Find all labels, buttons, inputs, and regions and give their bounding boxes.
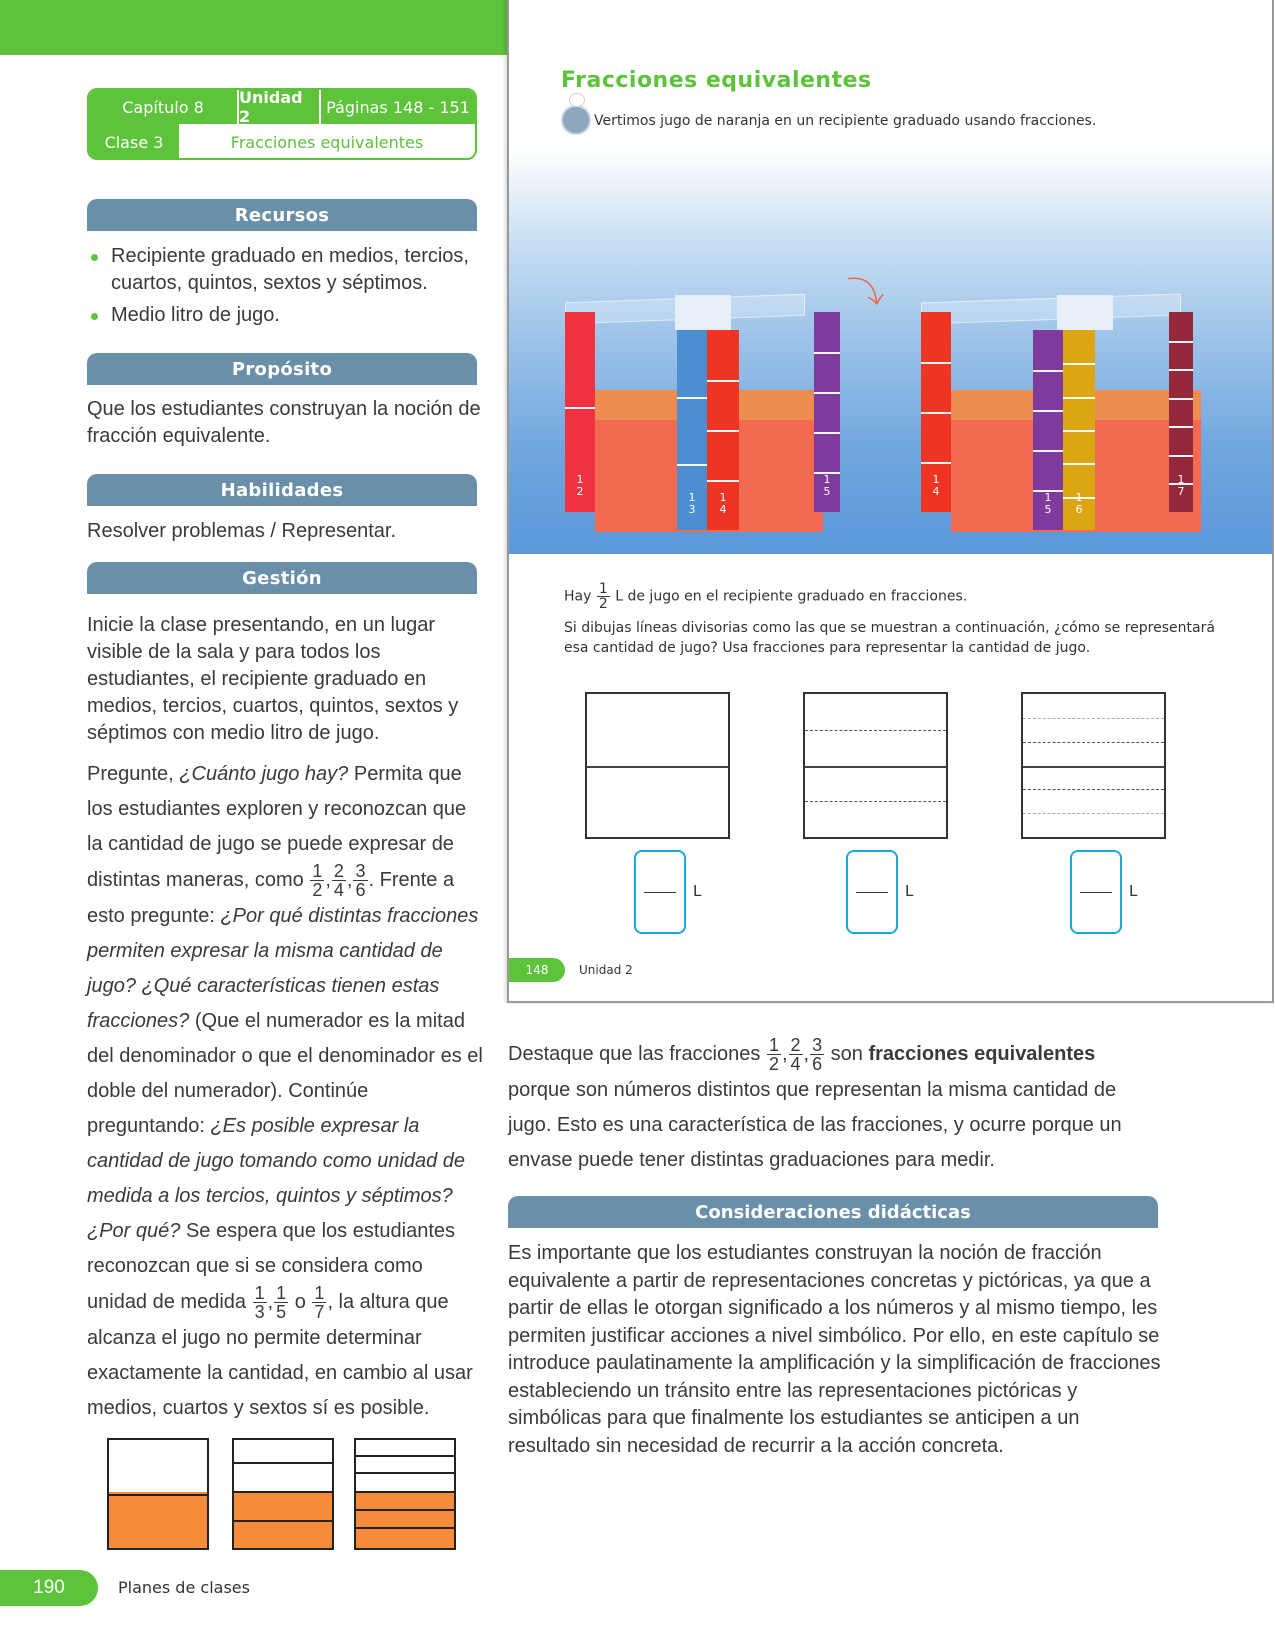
fraction: $\frac{1}{3}$	[254, 1283, 265, 1322]
text-run: porque son números distintos que representan la misma cantidad de jugo. Esto es una característica de las fracciones, y ocurre porque un envase puede tener distintas graduaciones para medir.	[508, 1079, 1122, 1171]
text-run: Hay	[564, 588, 592, 605]
sixths-diagram	[354, 1438, 456, 1550]
student-page-title: Fracciones equivalentes	[561, 68, 872, 93]
answer-box-quarters[interactable]	[846, 850, 898, 934]
dashed-line	[805, 801, 946, 802]
student-page-unit: Unidad 2	[579, 963, 633, 977]
container-top	[921, 293, 1181, 324]
fraction: $\frac{3}{6}$	[812, 1035, 823, 1074]
class-label: Clase 3	[89, 124, 179, 160]
sixths-box	[1021, 692, 1166, 839]
gestion-header: Gestión	[87, 562, 477, 594]
recursos-header: Recursos	[87, 199, 477, 231]
halves-box	[585, 692, 730, 839]
division-line	[356, 1491, 454, 1493]
answer-box-halves[interactable]	[634, 850, 686, 934]
student-page-number: 148	[509, 958, 565, 982]
top-green-band	[0, 0, 508, 55]
division-line	[234, 1520, 332, 1522]
container-corner	[675, 295, 731, 330]
division-line	[356, 1509, 454, 1511]
scale-sixths	[1063, 330, 1095, 530]
scale-quarters	[707, 330, 739, 530]
topic-label: Fracciones equivalentes	[230, 132, 424, 152]
right-arrow-icon: ⤵	[846, 270, 887, 316]
scale-sevenths	[1169, 312, 1193, 512]
consideraciones-text: Es importante que los estudiantes construyan la noción de fracción equivalente a partir de representaciones concretas y pictóricas, ya que a partir de ellas le otorgan significado a los números y al mismo tiempo, les permiten justificar acciones a nivel simbólico. Por ello, en este capítulo se introduce paulatinamente la amplificación y la simplificación de fracciones estableciendo un tránsito entre las representaciones pictóricas y simbólicas para que finalmente los estudiantes se anticipen a un resultado sin necesidad de recurrir a la acción concreta.	[508, 1242, 1161, 1457]
fraction: $\frac{3}{6}$	[355, 861, 366, 900]
question-2: Si dibujas líneas divisorias como las que se muestran a continuación, ¿cómo se representará esa cantidad de jugo? Usa fracciones para representar la cantidad de jugo.	[564, 620, 1215, 656]
dashed-line	[1023, 718, 1164, 719]
liter-unit: L	[1129, 882, 1138, 900]
scale-label: 1 5	[1044, 490, 1052, 516]
dashed-line	[805, 730, 946, 731]
scale-label: 1 4	[719, 490, 727, 516]
division-line	[109, 1494, 207, 1496]
student-page	[507, 0, 1274, 1003]
division-line	[805, 766, 946, 768]
proposito-header: Propósito	[87, 353, 477, 385]
dashed-line	[1023, 813, 1164, 814]
page-number-tab: 190	[0, 1570, 98, 1606]
scale-fifths	[814, 312, 840, 512]
recursos-item: Medio litro de jugo.	[87, 302, 482, 329]
recursos-list	[87, 243, 482, 329]
container-corner	[1057, 295, 1113, 330]
text-run: Permita que los estudiantes exploren y reconozcan que la cantidad de jugo se puede expresar de distintas maneras, como	[87, 763, 467, 891]
text-run: Se espera que los estudiantes reconozcan que si se considera como unidad de medida	[87, 1220, 456, 1313]
footer-label: Planes de clases	[118, 1578, 250, 1597]
text-run: , la altura que alcanza el jugo no permite determinar exactamente la cantidad, en cambio al usar medios, cuartos y sextos sí es posible.	[87, 1290, 473, 1419]
question-italic: ¿Es posible expresar la cantidad de jugo tomando como unidad de medida a los tercios, quintos y séptimos? ¿Por qué?	[87, 1115, 466, 1242]
fraction: $\frac{1}{2}$	[768, 1035, 779, 1074]
scale-halves	[565, 312, 595, 512]
question-italic: ¿Cuánto jugo hay?	[179, 763, 349, 785]
halves-diagram	[107, 1438, 209, 1550]
answer-box-sixths[interactable]	[1070, 850, 1122, 934]
lesson-header-table	[87, 88, 477, 160]
division-line	[1023, 766, 1164, 768]
consideraciones-header: Consideraciones didácticas	[508, 1196, 1158, 1228]
liter-unit: L	[693, 882, 702, 900]
dashed-line	[1023, 742, 1164, 743]
proposito-text: Que los estudiantes construyan la noción de fracción equivalente.	[87, 398, 481, 447]
scale-label: 1 2	[576, 472, 584, 498]
question-italic: ¿Por qué distintas fracciones permiten expresar la misma cantidad de jugo? ¿Qué características tienen estas fracciones?	[87, 905, 479, 1032]
fraction: $\frac{1}{2}$	[598, 581, 608, 612]
quarters-box	[803, 692, 948, 839]
division-line	[234, 1491, 332, 1493]
fraction: $\frac{1}{5}$	[276, 1283, 287, 1322]
scale-label: 1 5	[823, 472, 831, 498]
division-line	[356, 1527, 454, 1529]
division-line	[234, 1462, 332, 1464]
containers-illustration	[509, 0, 1274, 554]
fraction: $\frac{1}{2}$	[312, 861, 323, 900]
scale-label: 1 4	[932, 472, 940, 498]
fraction: $\frac{2}{4}$	[790, 1035, 801, 1074]
scale-label: 1 6	[1075, 490, 1083, 516]
chapter-label: Capítulo 8	[89, 90, 239, 124]
quarters-diagram	[232, 1438, 334, 1550]
student-page-subtitle: Vertimos jugo de naranja en un recipiente graduado usando fracciones.	[594, 113, 1097, 129]
gestion-paragraph-2: Pregunte, ¿Cuánto jugo hay? Permita que los estudiantes exploren y reconozcan que la cantidad de jugo se puede expresar de distintas maneras, como $\frac{1}{2}$ , $\frac{2}{4}$ , $\frac{3}{6}$ . Frente a esto pregunte: ¿Por qué distintas fracciones permiten expresar la misma cantidad de jugo? ¿Qué características tienen estas fracciones? (Que el numerador es la mitad del denominador o que el denominador es el doble del numerador). Continúe preguntando: ¿Es posible expresar la cantidad de jugo tomando como unidad de medida a los tercios, quintos y séptimos? ¿Por qué? Se espera que los estudiantes reconozcan que si se considera como unidad de medida $\frac{1}{3}$ , $\frac{1}{5}$ o $\frac{1}{7}$ , la altura que alcanza el jugo no permite determinar exactamente la cantidad, en cambio al usar medios, cuartos y sextos sí es posible.	[87, 763, 483, 1419]
juice-fill	[356, 1492, 454, 1548]
text-run: Destaque que las fracciones	[508, 1042, 766, 1065]
fraction: $\frac{1}{7}$	[314, 1283, 325, 1322]
question-1	[564, 582, 967, 611]
text-run: Pregunte,	[87, 763, 180, 785]
habilidades-text: Resolver problemas / Representar.	[87, 520, 397, 542]
text-run: L de jugo en el recipiente graduado en fracciones.	[615, 588, 968, 605]
fraction: $\frac{2}{4}$	[333, 861, 344, 900]
key-term: fracciones equivalentes	[868, 1042, 1096, 1065]
text-run: son	[825, 1042, 869, 1065]
dashed-line	[1023, 789, 1164, 790]
pages-label: Páginas 148 - 151	[326, 97, 470, 117]
gestion-paragraph-1: Inicie la clase presentando, en un lugar visible de la sala y para todos los estudiantes, el recipiente graduado en medios, tercios, cuartos, quintos, sextos y séptimos con medio litro de jugo.	[87, 614, 459, 744]
scale-thirds	[677, 330, 707, 530]
liter-unit: L	[905, 882, 914, 900]
recursos-item: Recipiente graduado en medios, tercios, cuartos, quintos, sextos y séptimos.	[87, 243, 482, 297]
division-line	[356, 1472, 454, 1474]
unit-label: Unidad 2	[239, 90, 321, 124]
text-run: . Frente a esto pregunte:	[87, 868, 455, 927]
division-line	[356, 1455, 454, 1457]
scale-quarters	[921, 312, 951, 512]
scale-fifths	[1033, 330, 1063, 530]
text-run: (Que el numerador es la mitad del denominador o que el denominador es el doble del numerador). Continúe preguntando:	[87, 1010, 483, 1137]
juice-fill	[109, 1492, 207, 1548]
gestion-body	[87, 612, 487, 1426]
habilidades-header: Habilidades	[87, 474, 477, 506]
text-run: o	[294, 1290, 306, 1313]
scale-label: 1 3	[688, 490, 696, 516]
scale-label: 1 7	[1177, 472, 1185, 498]
division-line	[587, 766, 728, 768]
destaque-paragraph: Destaque que las fracciones $\frac{1}{2}$ , $\frac{2}{4}$ , $\frac{3}{6}$ son fracciones equivalentes porque son números distintos que representan la misma cantidad de jugo. Esto es una característica de las fracciones, y ocurre porque un envase puede tener distintas graduaciones para medir.	[508, 1035, 1122, 1171]
